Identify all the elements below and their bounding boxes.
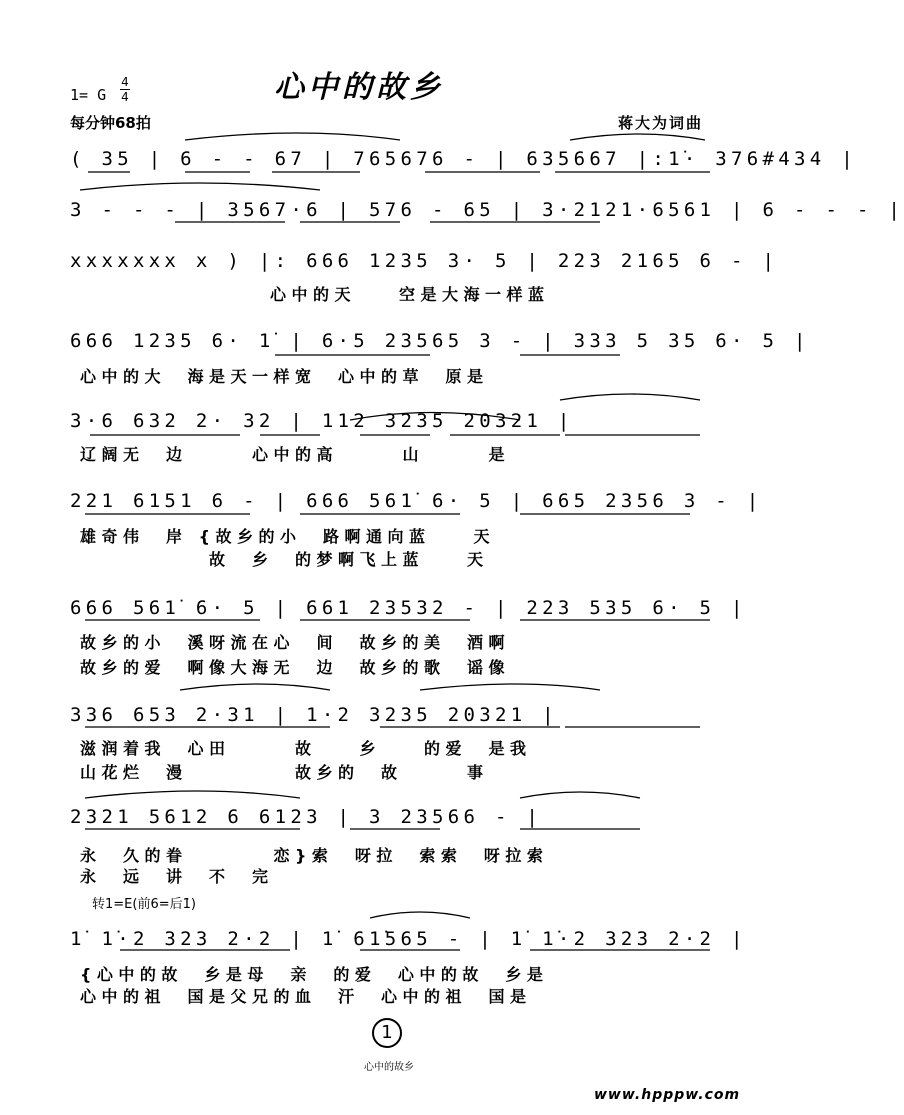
music-line-4: 666 1235 6· 1̇ | 6·5 23565 3 - | 333 5 35 6· 5 | bbox=[70, 330, 810, 352]
slur-mark bbox=[420, 684, 600, 690]
key-signature: 1= G bbox=[70, 86, 107, 104]
modulation-note: 转1=E(前6=后1̇) bbox=[92, 897, 196, 912]
slur-mark bbox=[350, 413, 520, 421]
music-line-6: 221 6151 6 - | 666 561̇ 6· 5 | 665 2356 3 - | bbox=[70, 490, 763, 512]
lyric-row-5b: 故乡的爱 啊像大海无 边 故乡的歌 谣像 bbox=[80, 658, 511, 677]
lyric-row-8b: 心中的祖 国是父兄的血 汗 心中的祖 国是 bbox=[80, 987, 532, 1006]
slur-mark bbox=[520, 792, 640, 798]
music-line-5: 3·6 632 2· 32 | 112 3235 20321 | bbox=[70, 410, 574, 432]
lyric-row-1: 心中的天 空是大海一样蓝 bbox=[270, 285, 550, 304]
music-line-8: 336 653 2·31 | 1·2 3235 20321 | bbox=[70, 704, 558, 726]
time-top: 4 bbox=[121, 75, 129, 89]
slur-mark bbox=[185, 133, 400, 140]
lyric-row-4b: 故 乡 的梦啊飞上蓝 天 bbox=[80, 550, 489, 569]
music-line-9: 2321 5612 6 6123 | 3 23566 - | bbox=[70, 806, 543, 828]
slur-mark bbox=[85, 791, 300, 798]
tempo-marking: 每分钟68拍 bbox=[70, 114, 151, 132]
music-line-1: ( 35 | 6 - - 67 | 765676 - | 635667 |:1̇· 376#434 | bbox=[70, 148, 857, 170]
music-line-10: 1̇ 1̇·2 323 2·2 | 1̇ 61̇565 - | 1̇ 1̇·2 323 2·2 | bbox=[70, 928, 747, 950]
website-watermark: www.hpppw.com bbox=[594, 1087, 741, 1103]
music-line-3: xxxxxxx x ) |: 666 1235 3· 5 | 223 2165 6 - | bbox=[70, 250, 779, 272]
lyric-row-4a: 雄奇伟 岸 {故乡的小 路啊通向蓝 天 bbox=[80, 527, 495, 546]
lyric-row-5a: 故乡的小 溪呀流在心 间 故乡的美 酒啊 bbox=[80, 633, 511, 652]
music-line-7: 666 561̇ 6· 5 | 661 23532 - | 223 535 6· 5 | bbox=[70, 597, 747, 619]
lyric-row-8a: {心中的故 乡是母 亲 的爱 心中的故 乡是 bbox=[80, 965, 549, 984]
lyric-row-7b: 永 远 讲 不 完 bbox=[80, 867, 274, 886]
slur-mark bbox=[180, 684, 330, 690]
lyric-row-2: 心中的大 海是天一样宽 心中的草 原是 bbox=[80, 367, 489, 386]
time-bottom: 4 bbox=[121, 90, 129, 104]
lyric-row-6b: 山花烂 漫 故乡的 故 事 bbox=[80, 763, 489, 782]
slur-mark bbox=[570, 134, 705, 140]
slur-mark bbox=[370, 912, 470, 918]
page-number: 1 bbox=[372, 1018, 402, 1048]
footer-title: 心中的故乡 bbox=[364, 1062, 414, 1073]
lyric-row-7a: 永 久的眷 恋}索 呀拉 索索 呀拉索 bbox=[80, 846, 549, 865]
music-line-2: 3 - - - | 3567·6 | 576 - 65 | 3·2121·6561 | 6 - - - | bbox=[70, 199, 904, 221]
lyric-row-3: 辽阔无 边 心中的高 山 是 bbox=[80, 445, 511, 464]
song-title: 心中的故乡 bbox=[274, 70, 444, 105]
lyric-row-6a: 滋润着我 心田 故 乡 的爱 是我 bbox=[80, 739, 532, 758]
slur-mark bbox=[560, 394, 700, 400]
slur-mark bbox=[80, 183, 320, 190]
author-credit: 蒋大为词曲 bbox=[618, 114, 704, 132]
